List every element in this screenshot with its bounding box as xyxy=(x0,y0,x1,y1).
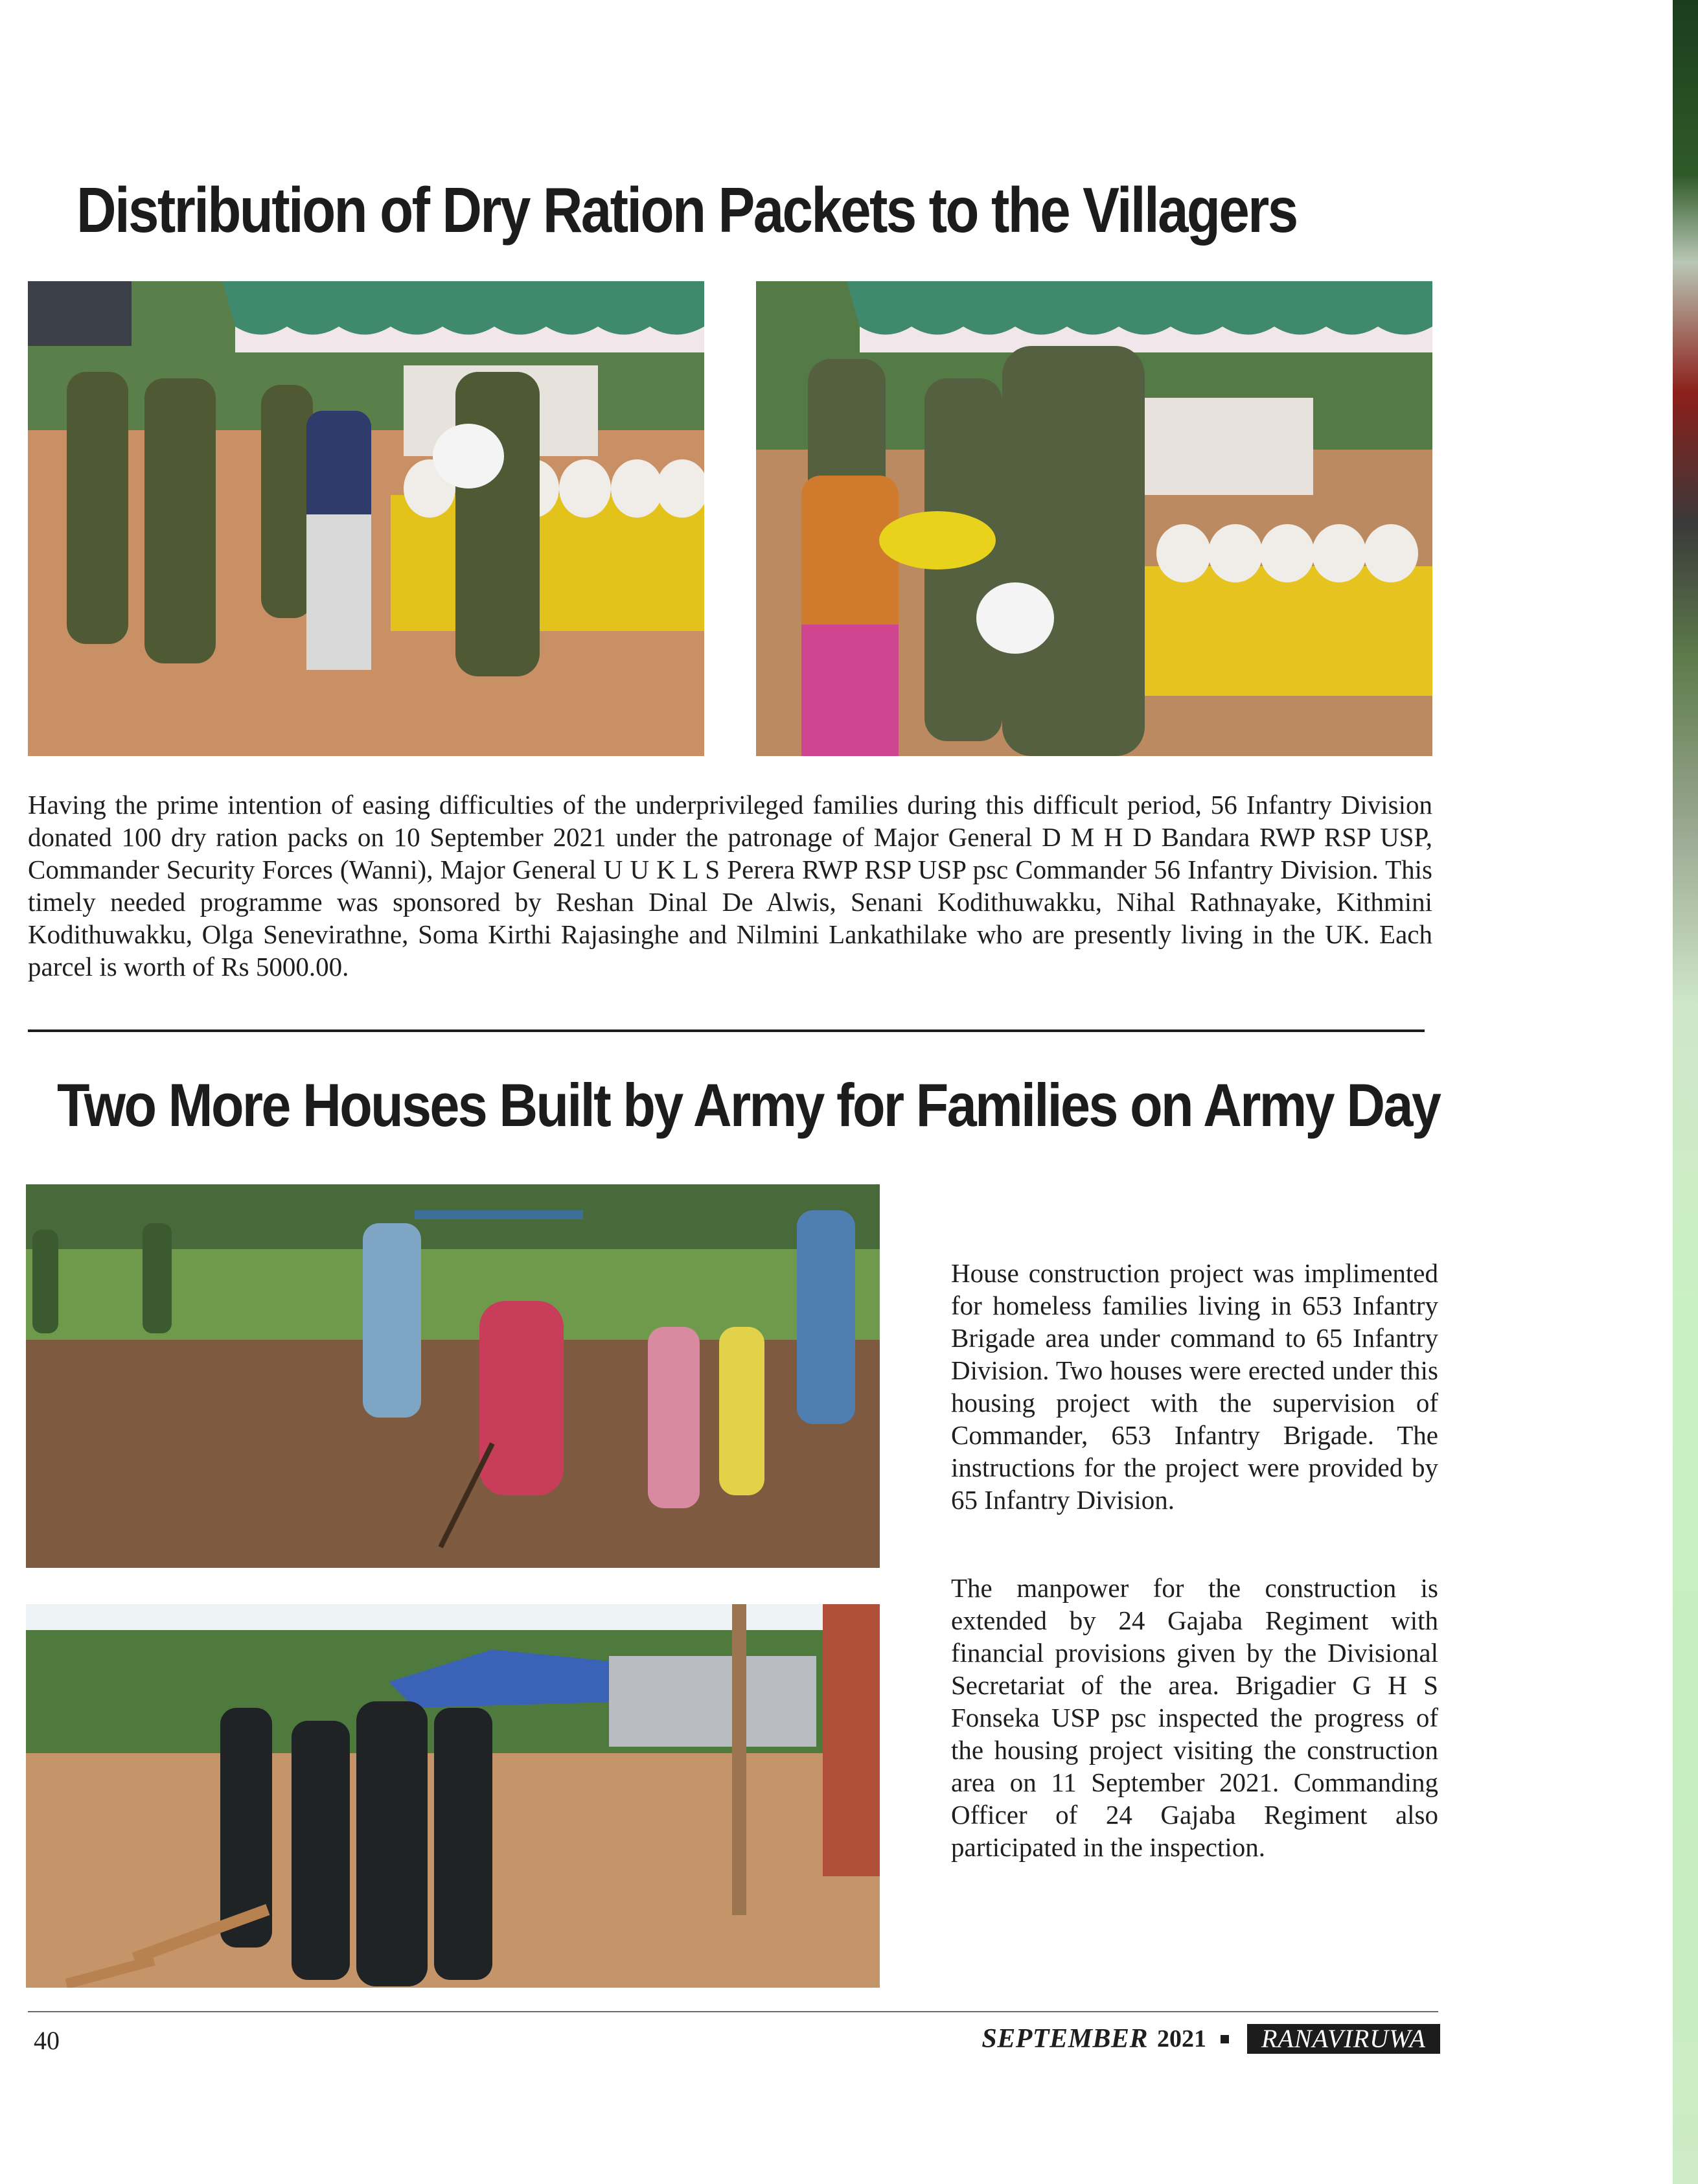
footer-issue-info xyxy=(981,2022,1440,2056)
article2-paragraph-1: House construction project was implimented for homeless families living in 653 Infantry Brigade area under command to 65 Infantry Division. Two houses were erected under this housing project with the supervision of Commander, 653 Infantry Brigade. The instructions for the project were provided by 65 Infantry Division. xyxy=(951,1258,1438,1515)
inspection-visit-photo xyxy=(26,1604,880,1988)
issue-month: SEPTEMBER xyxy=(981,2024,1148,2054)
ration-handover-photo-2 xyxy=(756,281,1432,756)
article2-paragraph-2: The manpower for the construction is extended by 24 Gajaba Regiment with financial provisions given by the Divisional Secretariat of the area. Brigadier G H S Fonseka USP psc inspected the progress of the housing project visiting the construction area on 11 September 2021. Commanding Officer of 24 Gajaba Regiment also participated in the inspection. xyxy=(951,1573,1438,1862)
section-divider xyxy=(28,1029,1425,1032)
ration-handover-photo-1 xyxy=(28,281,704,756)
issue-year: 2021 xyxy=(1156,2025,1206,2052)
article1-body: Having the prime intention of easing difficulties of the underprivileged families during this difficult period, 56 Infantry Division donated 100 dry ration packs on 10 September 2021 under the patronage of Major General D M H D Bandara RWP RSP USP, Commander Security Forces (Wanni), Major General U U K L S Perera RWP RSP USP psc Commander 56 Infantry Division. This timely needed programme was sponsored by Reshan Dinal De Alwis, Senani Kodithuwakku, Nihal Rathnayake, Kithmini Kodithuwakku, Olga Senevirathne, Soma Kirthi Rajasinghe and Nilmini Lankathilake who are presently living in the UK. Each parcel is worth of Rs 5000.00. xyxy=(28,790,1432,982)
article1-title: Distribution of Dry Ration Packets to the Villagers xyxy=(76,174,1297,246)
page-number: 40 xyxy=(34,2026,60,2055)
article2-title: Two More Houses Built by Army for Families on Army Day xyxy=(57,1071,1440,1139)
house-groundwork-photo xyxy=(26,1184,880,1568)
footer-rule xyxy=(28,2011,1438,2012)
separator-square-icon xyxy=(1221,2035,1229,2043)
adjacent-page-edge xyxy=(1673,0,1698,2184)
magazine-name: RANAVIRUWA xyxy=(1247,2024,1440,2054)
